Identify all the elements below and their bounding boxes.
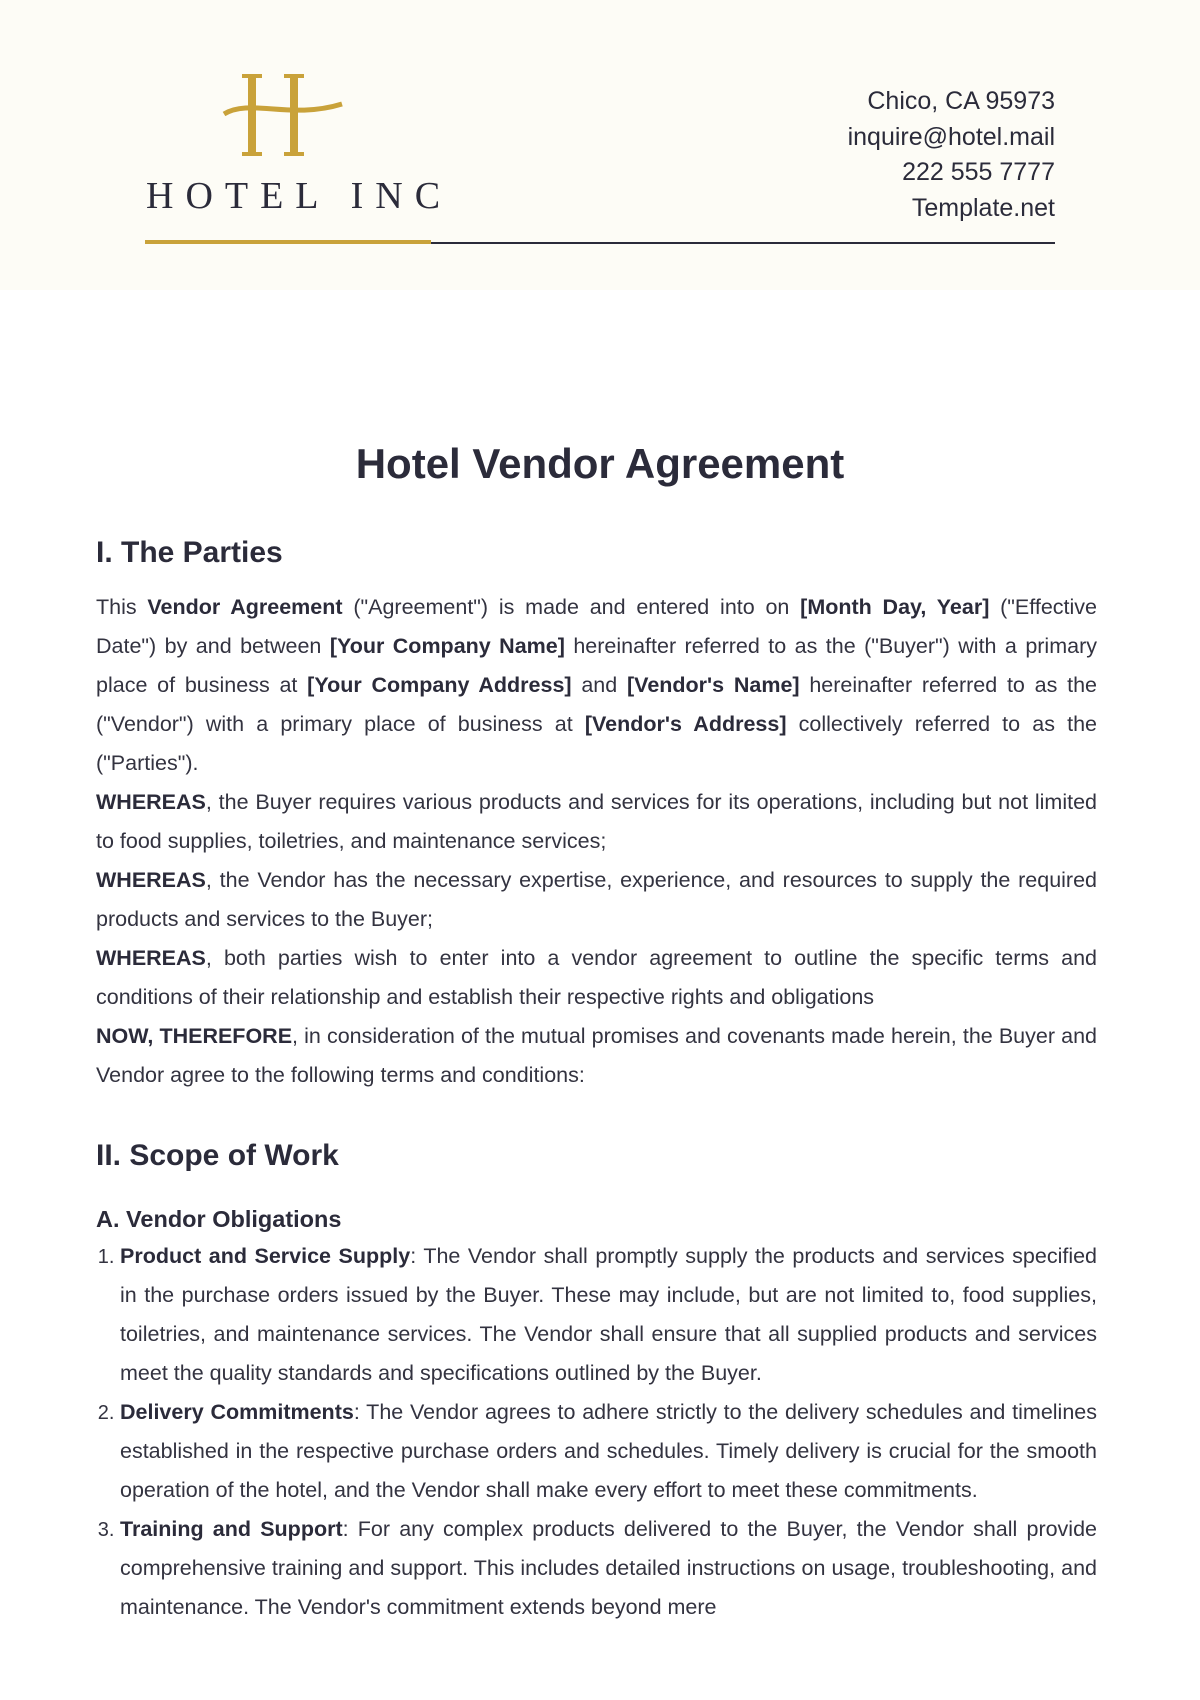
- section-heading-scope: II. Scope of Work: [96, 1139, 339, 1172]
- hotel-logo: [140, 70, 453, 220]
- whereas-paragraph-1: WHEREAS, the Buyer requires various products and services for its operations, including but not limited to food supplies, toiletries, and maintenance services;: [96, 790, 1097, 853]
- list-item: 3. Training and Support: For any complex products delivered to the Buyer, the Vendor shall provide comprehensive training and support. This includes detailed instructions on usage, troubleshooting, and maintenance. The Vendor's commitment extends beyond mere: [120, 1510, 1097, 1627]
- contact-address: Chico, CA 95973: [867, 87, 1055, 115]
- vendor-obligations-list: [96, 1237, 1097, 1627]
- header-rule: [431, 242, 1055, 244]
- contact-phone: 222 555 7777: [902, 158, 1055, 186]
- logo-h-icon: [220, 70, 350, 160]
- subheading-vendor-obligations: A. Vendor Obligations: [96, 1206, 342, 1232]
- list-item: 1. Product and Service Supply: The Vendor shall promptly supply the products and services specified in the purchase orders issued by the Buyer. These may include, but are not limited to, food supplies, toiletries, and maintenance services. The Vendor shall ensure that all supplied products and services meet the quality standards and specifications outlined by the Buyer.: [120, 1237, 1097, 1393]
- whereas-paragraph-2: WHEREAS, the Vendor has the necessary expertise, experience, and resources to supply the required products and services to the Buyer;: [96, 868, 1097, 931]
- document-title: Hotel Vendor Agreement: [355, 440, 845, 487]
- contact-block: [848, 84, 1055, 226]
- now-therefore-paragraph: NOW, THEREFORE, in consideration of the mutual promises and covenants made herein, the Buyer and Vendor agree to the following terms and conditions:: [96, 1024, 1097, 1087]
- parties-paragraph: This Vendor Agreement ("Agreement") is made and entered into on [Month Day, Year] ("Effective Date") by and between [Your Company Name] hereinafter referred to as the ("Buyer") with a primary place of business at [Your Company Address] and [Vendor's Name] hereinafter referred to as the ("Vendor") with a primary place of business at [Vendor's Address] collectively referred to as the ("Parties").: [96, 595, 1097, 775]
- section-heading-parties: I. The Parties: [96, 536, 283, 569]
- contact-email[interactable]: inquire@hotel.mail: [847, 122, 1055, 151]
- whereas-paragraph-3: WHEREAS, both parties wish to enter into a vendor agreement to outline the specific terms and conditions of their relationship and establish their respective rights and obligations: [96, 946, 1097, 1009]
- logo-text: HOTEL INC: [146, 175, 453, 217]
- list-item: 2. Delivery Commitments: The Vendor agrees to adhere strictly to the delivery schedules and timelines established in the respective purchase orders and schedules. Timely delivery is crucial for the smooth operation of the hotel, and the Vendor shall make every effort to meet these commitments.: [120, 1393, 1097, 1510]
- contact-website[interactable]: Template.net: [911, 193, 1055, 222]
- header-rule-accent: [145, 240, 431, 244]
- document-body: [96, 530, 1097, 1627]
